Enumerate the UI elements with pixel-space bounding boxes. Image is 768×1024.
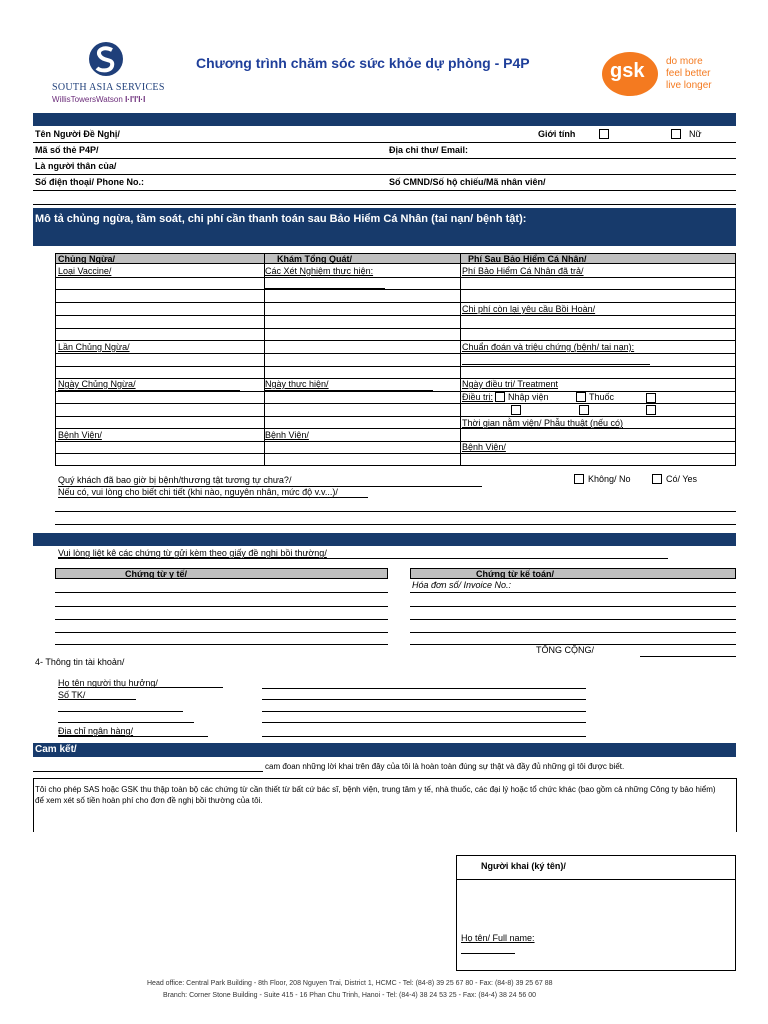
commitment-title: Cam kết/ [35,744,77,755]
accounting-docs-header: Chứng từ kế toán/ [476,569,555,579]
total-label: TỔNG CỘNG/ [536,645,594,655]
fee-paid-label: Phí Bảo Hiểm Cá Nhân đã trả/ [462,266,584,276]
commitment-paragraph: Tôi cho phép SAS hoặc GSK thu thập toàn bộ các chứng từ cần thiết từ bất cứ bác sĩ, bệnh viện, trung tâm y tế, nhà thuốc, các đại lý hoặc tổ chức khác (bao gồm cả những Công ty bảo hiểm) để xem xét số tiền hoàn phí cho đơn đề nghị bồi thường của tôi. [35,785,716,805]
section-2-title: Mô tả chủng ngừa, tầm soát, chi phí cần thanh toán sau Bảo Hiểm Cá Nhân (tai nạn/ bệnh tật): [35,213,527,225]
gsk-tag-2: feel better [666,68,711,79]
sas-logo-icon [86,40,126,78]
gsk-logo [602,52,732,98]
col-vaccination-header: Chủng Ngừa/ [58,254,116,264]
gsk-tag-3: live longer [666,80,712,91]
bank-address-label: Địa chỉ ngân hàng/ [58,726,134,736]
medicine-checkbox[interactable] [576,392,586,402]
no-label: Không/ No [588,474,631,484]
commitment-line: cam đoan những lời khai trên đây của tôi là hoàn toàn đúng sự thật và đầy đủ những gì tôi được biết. [265,762,625,771]
section-3-bar [33,533,736,546]
col-fee-header: Phí Sau Bảo Hiểm Cá Nhân/ [468,254,587,264]
yes-checkbox[interactable] [652,474,662,484]
phone-label: Số điện thoại/ Phone No.: [35,177,144,187]
history-question: Quý khách đã bao giờ bị bệnh/thương tật tương tự chưa?/ [58,475,292,485]
invoice-no-label: Hóa đơn số/ Invoice No.: [412,580,511,590]
medicine-label: Thuốc [589,392,615,402]
relative-label: Là người thân của/ [35,161,117,171]
stay-time-label: Thời gian nằm viện/ Phẫu thuật (nếu có) [462,418,623,428]
logo-sub: WillisTowersWatson [52,95,123,104]
option-checkbox-a[interactable] [646,393,656,403]
gsk-tag-1: do more [666,56,703,67]
option-checkbox-b[interactable] [511,405,521,415]
section-1-bar [33,113,736,126]
no-checkbox[interactable] [574,474,584,484]
section-2-bar [33,208,736,246]
treatment-label: Điều trị: [462,392,494,402]
female-label: Nữ [689,129,702,139]
sas-logo [48,40,168,108]
option-checkbox-d[interactable] [646,405,656,415]
yes-label: Có/ Yes [666,474,698,484]
option-checkbox-c[interactable] [579,405,589,415]
declarant-label: Người khai (ký tên)/ [481,861,566,871]
date-done-label: Ngày thực hiện/ [265,379,329,389]
documents-list-label: Vui lòng liệt kê các chứng từ gửi kèm theo giấy đề nghị bồi thường/ [58,548,327,558]
male-checkbox[interactable] [599,129,609,139]
medical-docs-header: Chứng từ y tế/ [125,569,188,579]
account-info-title: 4- Thông tin tài khoản/ [35,657,125,667]
gsk-mark: gsk [610,60,645,82]
details-question: Nếu có, vui lòng cho biết chi tiết (khi nào, nguyên nhân, mức độ v.v...)/ [58,487,338,497]
name-label: Tên Người Đề Nghị/ [35,129,120,139]
address-label: Địa chỉ thư/ Email: [389,145,469,155]
tests-done-label: Các Xét Nghiệm thực hiện: [265,266,374,276]
female-checkbox[interactable] [671,129,681,139]
page-title: Chương trình chăm sóc sức khỏe dự phòng - P4P [196,55,530,71]
commitment-bar [33,743,736,757]
vaccine-type-label: Loại Vaccine/ [58,266,112,276]
diagnosis-label: Chuẩn đoán và triệu chứng (bệnh/ tai nạn): [462,342,635,352]
hospital-label-1: Bệnh Viện/ [58,430,102,440]
inpatient-label: Nhập viện [508,392,549,402]
beneficiary-label: Họ tên người thụ hưởng/ [58,678,158,688]
footer-branch: Branch: Corner Stone Building - Suite 415 - 16 Phan Chu Trinh, Hanoi - Tel: (84-4) 38 24 53 25 - Fax: (84-4) 38 24 56 00 [163,992,537,999]
footer-head-office: Head office: Central Park Building - 8th Floor, 208 Nguyen Trai, District 1, HCMC - Tel: (84-8) 39 25 67 80 - Fax: (84-8) 39 25 67 88 [147,980,553,987]
col-checkup-header: Khám Tổng Quát/ [277,254,352,264]
gender-label: Giới tính [538,129,576,139]
hospital-label-3: Bệnh Viện/ [462,442,506,452]
id-label: Số CMND/Số hộ chiếu/Mã nhân viên/ [389,177,546,187]
inpatient-checkbox[interactable] [495,392,505,402]
full-name-label: Họ tên/ Full name: [461,933,535,943]
remaining-cost-label: Chi phí còn lại yêu cầu Bồi Hoàn/ [462,304,596,314]
treatment-date-label: Ngày điều trị/ Treatment [462,379,559,389]
logo-name: SOUTH ASIA SERVICES [52,82,165,93]
account-no-label: Số TK/ [58,690,86,700]
vaccination-date-label: Ngày Chủng Ngừa/ [58,379,136,389]
vaccination-times-label: Lần Chủng Ngừa/ [58,342,130,352]
hospital-label-2: Bệnh Viện/ [265,430,309,440]
card-label: Mã số thẻ P4P/ [35,145,99,155]
expense-table [55,253,736,466]
logo-sub2: I·I'I'I·I [125,95,146,104]
